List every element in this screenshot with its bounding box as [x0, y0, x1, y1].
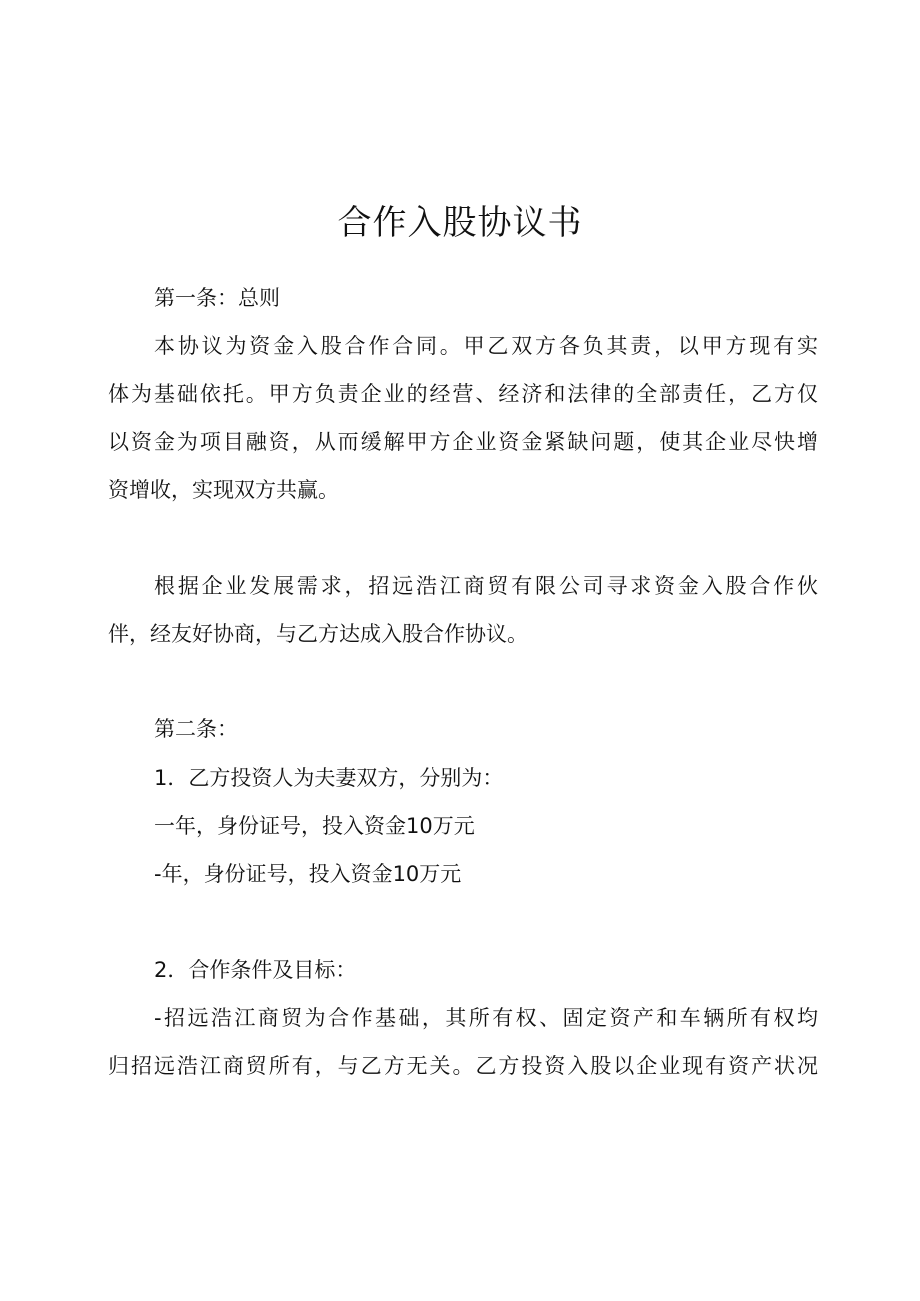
paragraph-line: -招远浩江商贸为合作基础，其所有权、固定资产和车辆所有权均 [154, 1006, 818, 1030]
paragraph-line: 根据企业发展需求，招远浩江商贸有限公司寻求资金入股合作伙 [154, 574, 818, 598]
investor-line: 一年，身份证号，投入资金10万元 [154, 814, 475, 838]
paragraph-line: 资增收，实现双方共赢。 [108, 478, 339, 502]
clause-2-heading: 2．合作条件及目标： [154, 958, 357, 982]
paragraph-line: 以资金为项目融资，从而缓解甲方企业资金紧缺问题，使其企业尽快增 [108, 430, 818, 454]
paragraph-line: 归招远浩江商贸所有，与乙方无关。乙方投资入股以企业现有资产状况 [108, 1054, 818, 1078]
document-title: 合作入股协议书 [337, 202, 583, 243]
investor-line: -年，身份证号，投入资金10万元 [154, 862, 462, 886]
paragraph-line: 体为基础依托。甲方负责企业的经营、经济和法律的全部责任，乙方仅 [108, 382, 818, 406]
paragraph-line: 本协议为资金入股合作合同。甲乙双方各负其责，以甲方现有实 [154, 334, 818, 358]
clause-1-heading: 1．乙方投资人为夫妻双方，分别为： [154, 766, 504, 790]
paragraph-line: 伴，经友好协商，与乙方达成入股合作协议。 [108, 622, 528, 646]
article-2-heading: 第二条： [154, 717, 238, 741]
article-1-heading: 第一条：总则 [154, 286, 280, 310]
